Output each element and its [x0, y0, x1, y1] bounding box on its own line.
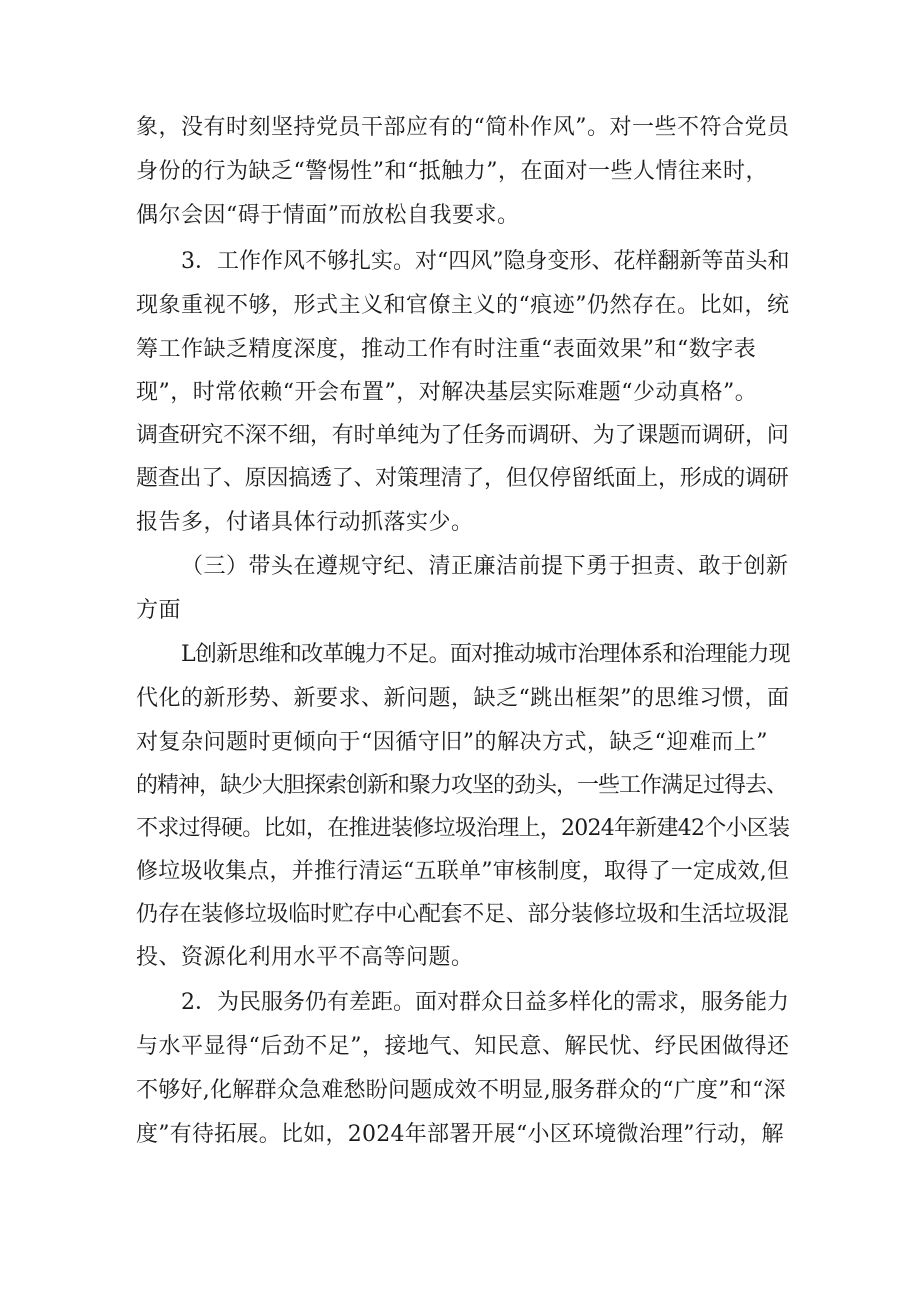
text-line: 报告多，付诸具体行动抓落实少。	[136, 510, 474, 535]
text-line: 2．为民服务仍有差距。面对群众日益多样化的需求，服务能力	[181, 990, 789, 1015]
text-line: 题查出了、原因搞透了、对策理清了，但仅停留纸面上，形成的调研	[136, 466, 789, 491]
text-line: 现”，时常依赖“开会布置”，对解决基层实际难题“少动真格”。	[136, 380, 758, 405]
text-line: 筹工作缺乏精度深度，推动工作有时注重“表面效果”和“数字表	[136, 337, 757, 362]
text-line: 投、资源化利用水平不高等问题。	[136, 945, 474, 970]
text-line: L创新思维和改革魄力不足。面对推动城市治理体系和治理能力现	[181, 642, 790, 667]
text-line: 代化的新形势、新要求、新问题，缺乏“跳出框架”的思维习惯，面	[136, 686, 790, 711]
text-line: 身份的行为缺乏“警惕性”和“抵触力”，在面对一些人情往来时，	[136, 159, 768, 184]
text-line: 现象重视不够，形式主义和官僚主义的“痕迹”仍然存在。比如，统	[136, 293, 790, 318]
text-line: 调查研究不深不细，有时单纯为了任务而调研、为了课题而调研，问	[136, 423, 789, 448]
text-line: 仍存在装修垃圾临时贮存中心配套不足、部分装修垃圾和生活垃圾混	[136, 902, 789, 927]
text-line: 与水平显得“后劲不足”，接地气、知民意、解民忧、纾民困做得还	[136, 1034, 790, 1059]
section-heading: （三）带头在遵规守纪、清正廉洁前提下勇于担责、敢于创新	[181, 554, 789, 579]
section-heading: 方面	[136, 598, 182, 623]
text-line: 偶尔会因“碍于情面”而放松自我要求。	[136, 203, 520, 228]
text-line: 的精神，缺少大胆探索创新和聚力攻坚的劲头，一些工作满足过得去、	[136, 773, 788, 798]
text-line: 对复杂问题时更倾向于“因循守旧”的解决方式，缺乏“迎难而上”	[136, 730, 768, 755]
text-line: 不够好,化解群众急难愁盼问题成效不明显,服务群众的“广度”和“深	[136, 1078, 786, 1103]
text-line: 度”有待拓展。比如，2024年部署开展“小区环境微治理”行动，解	[136, 1122, 784, 1147]
text-line: 不求过得硬。比如，在推进装修垃圾治理上，2024年新建42个小区装	[136, 816, 790, 841]
text-line: 象，没有时刻坚持党员干部应有的“简朴作风”。对一些不符合党员	[136, 115, 790, 140]
text-line: 修垃圾收集点，并推行清运“五联单”审核制度，取得了一定成效,但	[136, 859, 790, 884]
text-line: 3．工作作风不够扎实。对“四风”隐身变形、花样翻新等苗头和	[181, 249, 790, 274]
